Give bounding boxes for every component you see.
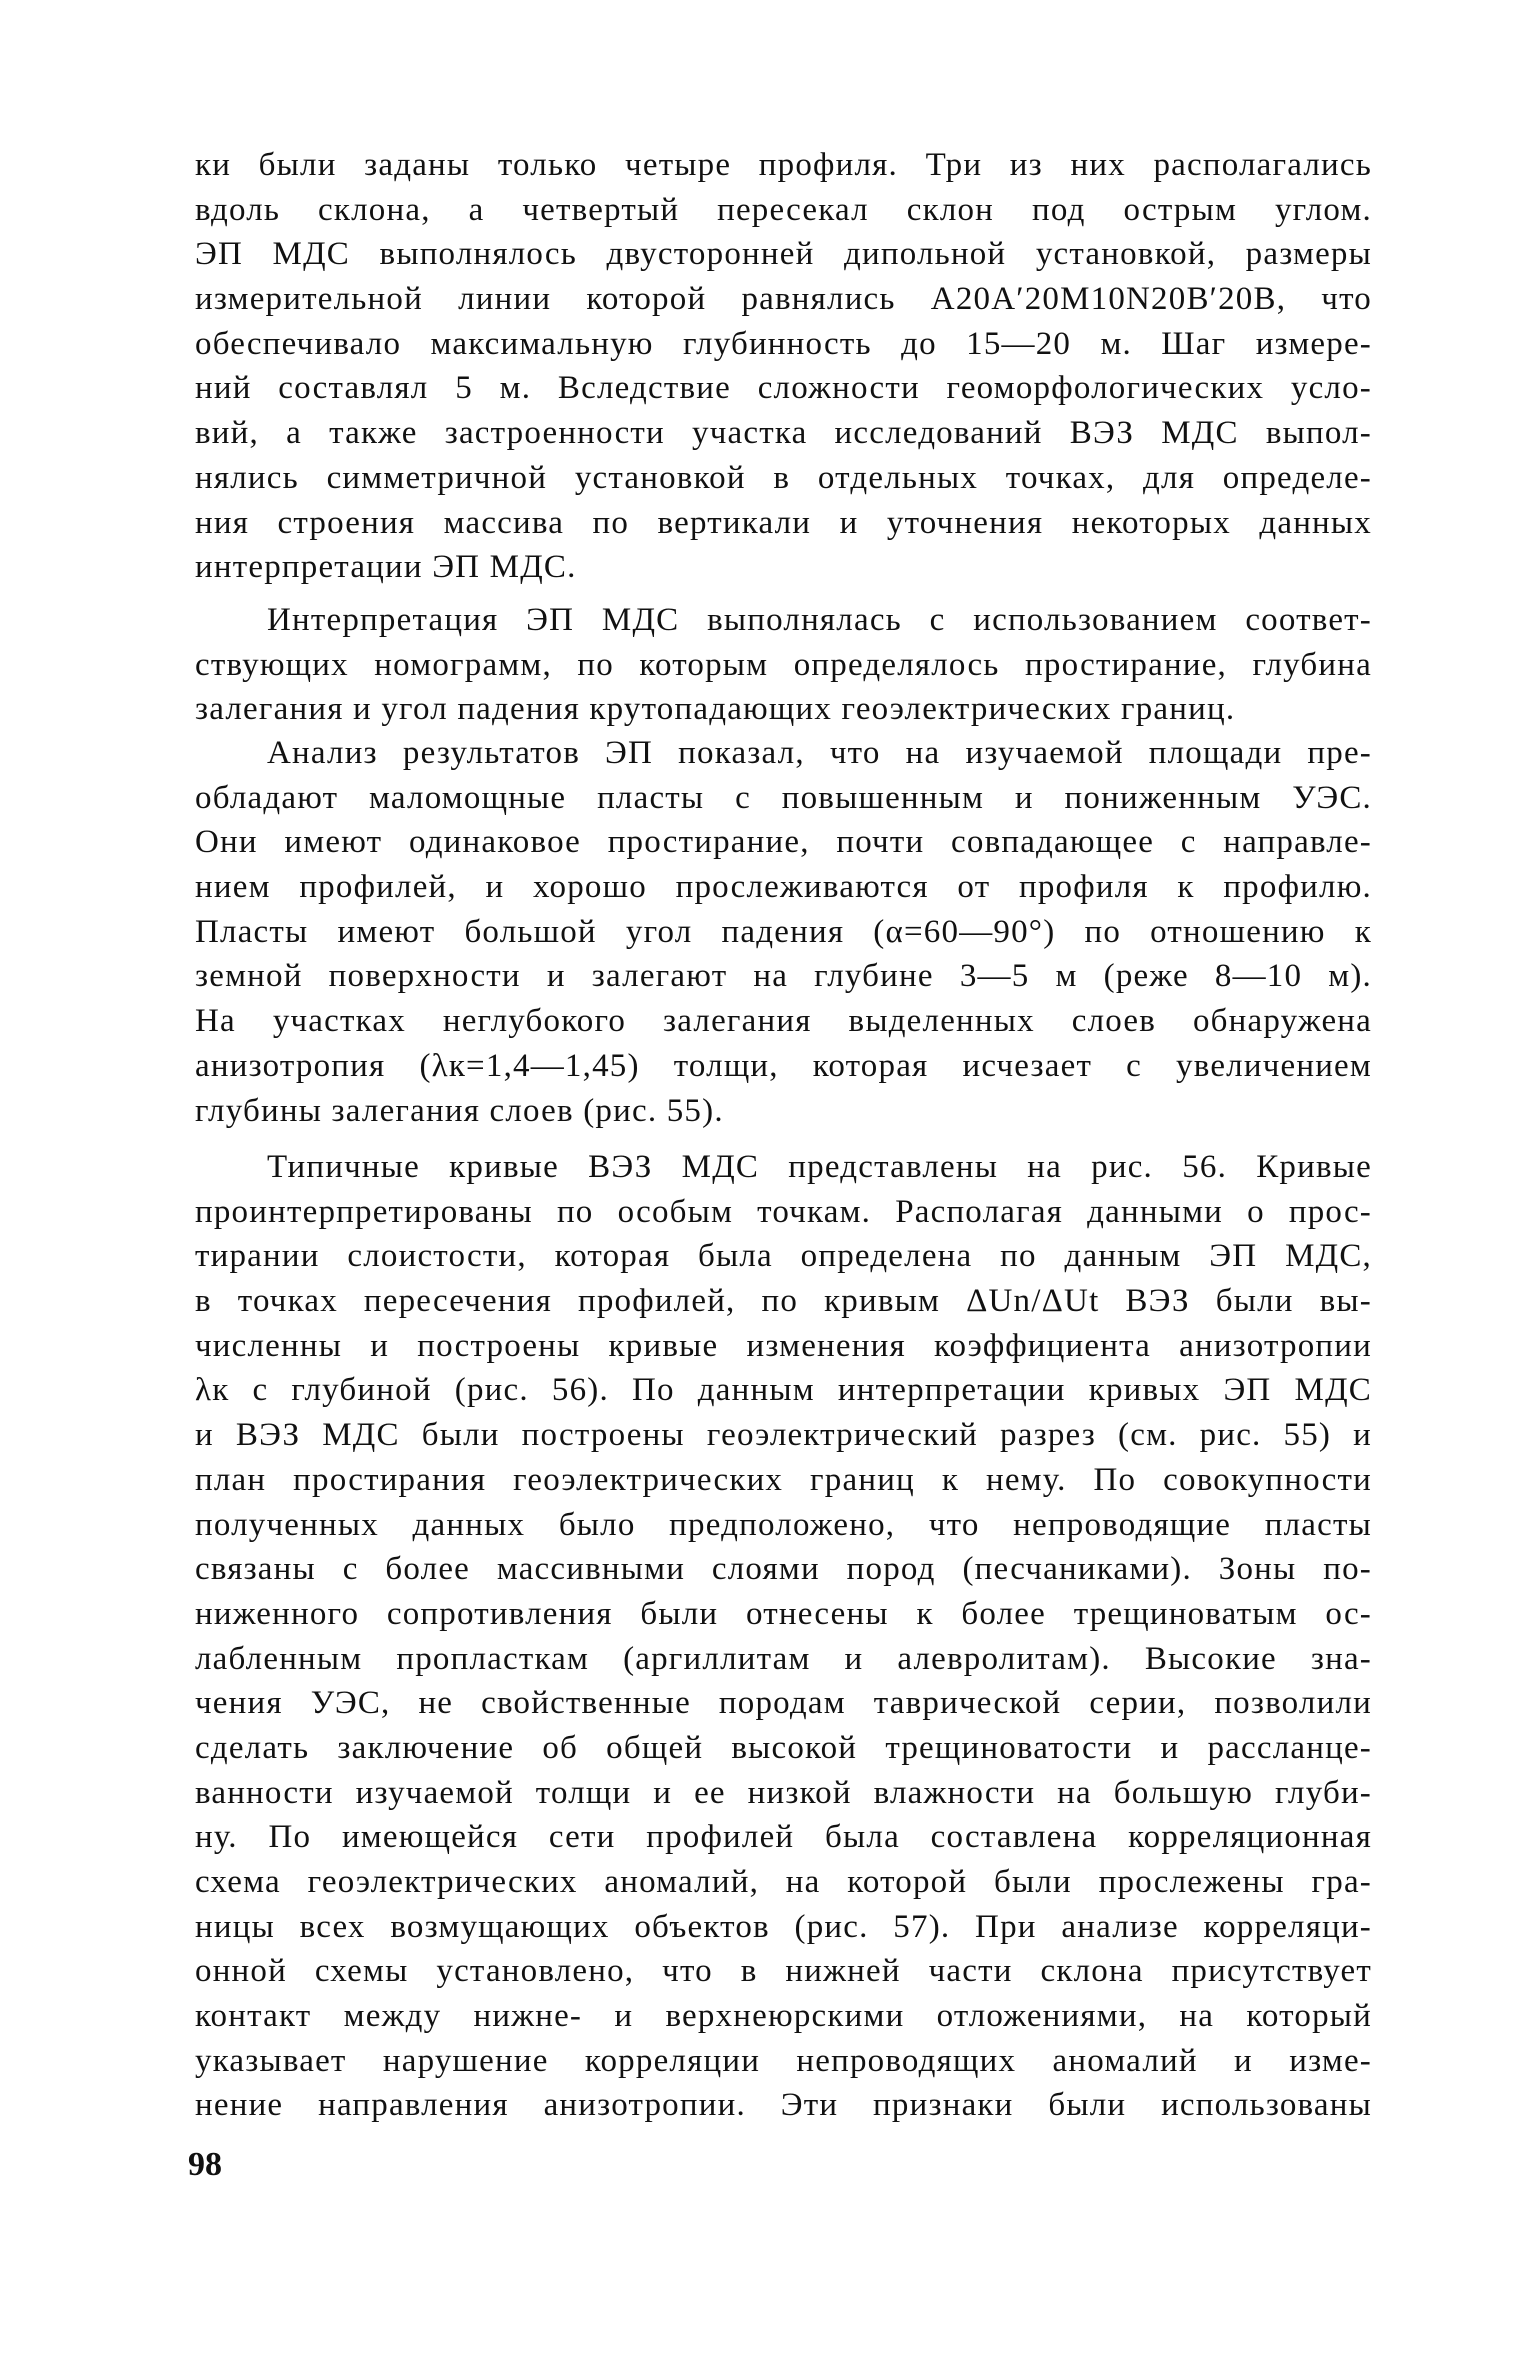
text-line: план простирания геоэлектрических границ к нему. По совокупности	[195, 1461, 1372, 1498]
text-line: измерительной линии которой равнялись A20A′20M10N20B′20B, что	[195, 281, 1372, 318]
text-line: в точках пересечения профилей, по кривым ΔUn/ΔUt ВЭЗ были вы-	[195, 1283, 1372, 1320]
text-line: нялись симметричной установкой в отдельных точках, для определе-	[195, 459, 1372, 496]
text-line: λк с глубиной (рис. 56). По данным интерпретации кривых ЭП МДС	[195, 1372, 1372, 1409]
text-line: Анализ результатов ЭП показал, что на изучаемой площади пре-	[267, 735, 1372, 771]
text-line: ЭП МДС выполнялось двусторонней дипольной установкой, размеры	[195, 236, 1372, 273]
text-line: вий, а также застроенности участка исследований ВЭЗ МДС выпол-	[195, 415, 1372, 452]
text-line: ниженного сопротивления были отнесены к более трещиноватым ос-	[195, 1595, 1372, 1632]
text-line: залегания и угол падения крутопадающих геоэлектрических границ.	[195, 691, 1236, 728]
text-line: Они имеют одинаковое простирание, почти совпадающее с направле-	[195, 824, 1372, 861]
text-line: Пласты имеют большой угол падения (α=60—90°) по отношению к	[195, 913, 1372, 950]
text-line: ну. По имеющейся сети профилей была составлена корреляционная	[195, 1819, 1372, 1856]
text-line: нием профилей, и хорошо прослеживаются от профиля к профилю.	[195, 869, 1372, 906]
text-line: проинтерпретированы по особым точкам. Располагая данными о прос-	[195, 1193, 1372, 1230]
text-line: нение направления анизотропии. Эти признаки были использованы	[195, 2087, 1372, 2124]
text-line: Интерпретация ЭП МДС выполнялась с использованием соответ-	[267, 602, 1372, 638]
paragraph-2	[195, 598, 1372, 732]
text-line: контакт между нижне- и верхнеюрскими отложениями, на который	[195, 1998, 1372, 2035]
text-line: обеспечивало максимальную глубинность до 15—20 м. Шаг измере-	[195, 325, 1372, 362]
text-line: ванности изучаемой толщи и ее низкой влажности на большую глуби-	[195, 1774, 1372, 1811]
page-number: 98	[188, 2146, 222, 2183]
text-line: онной схемы установлено, что в нижней части склона присутствует	[195, 1953, 1372, 1990]
text-line: сделать заключение об общей высокой трещиноватости и рассланце-	[195, 1729, 1372, 1766]
text-line: ствующих номограмм, по которым определялось простирание, глубина	[195, 646, 1372, 683]
text-line: глубины залегания слоев (рис. 55).	[195, 1092, 724, 1129]
text-line: Типичные кривые ВЭЗ МДС представлены на рис. 56. Кривые	[267, 1149, 1372, 1185]
text-line: тирании слоистости, которая была определена по данным ЭП МДС,	[195, 1238, 1372, 1275]
text-line: обладают маломощные пласты с повышенным и пониженным УЭС.	[195, 779, 1372, 816]
text-line: и ВЭЗ МДС были построены геоэлектрический разрез (см. рис. 55) и	[195, 1417, 1372, 1454]
text-line: ния строения массива по вертикали и уточнения некоторых данных	[195, 504, 1372, 541]
paragraph-4	[195, 1145, 1372, 2128]
text-line: вдоль склона, а четвертый пересекал склон под острым углом.	[195, 191, 1372, 228]
text-line: анизотропия (λк=1,4—1,45) толщи, которая исчезает с увеличением	[195, 1047, 1372, 1084]
text-line: численны и построены кривые изменения коэффициента анизотропии	[195, 1327, 1372, 1364]
text-line: ки были заданы только четыре профиля. Три из них располагались	[195, 147, 1372, 183]
text-line: На участках неглубокого залегания выделенных слоев обнаружена	[195, 1003, 1372, 1040]
text-line: схема геоэлектрических аномалий, на которой были прослежены гра-	[195, 1864, 1372, 1900]
text-line: интерпретации ЭП МДС.	[195, 549, 577, 586]
text-line: ницы всех возмущающих объектов (рис. 57). При анализе корреляци-	[195, 1908, 1372, 1945]
text-line: указывает нарушение корреляции непроводящих аномалий и изме-	[195, 2042, 1372, 2079]
paragraph-3	[195, 731, 1372, 1133]
text-line: ний составлял 5 м. Вследствие сложности геоморфологических усло-	[195, 370, 1372, 407]
text-line: полученных данных было предположено, что непроводящие пласты	[195, 1506, 1372, 1543]
text-line: связаны с более массивными слоями пород (песчаниками). Зоны по-	[195, 1551, 1372, 1588]
text-line: земной поверхности и залегают на глубине 3—5 м (реже 8—10 м).	[195, 958, 1372, 995]
paragraph-1	[195, 143, 1372, 590]
text-line: чения УЭС, не свойственные породам таврической серии, позволили	[195, 1685, 1372, 1722]
text-line: лабленным пропласткам (аргиллитам и алевролитам). Высокие зна-	[195, 1640, 1372, 1677]
